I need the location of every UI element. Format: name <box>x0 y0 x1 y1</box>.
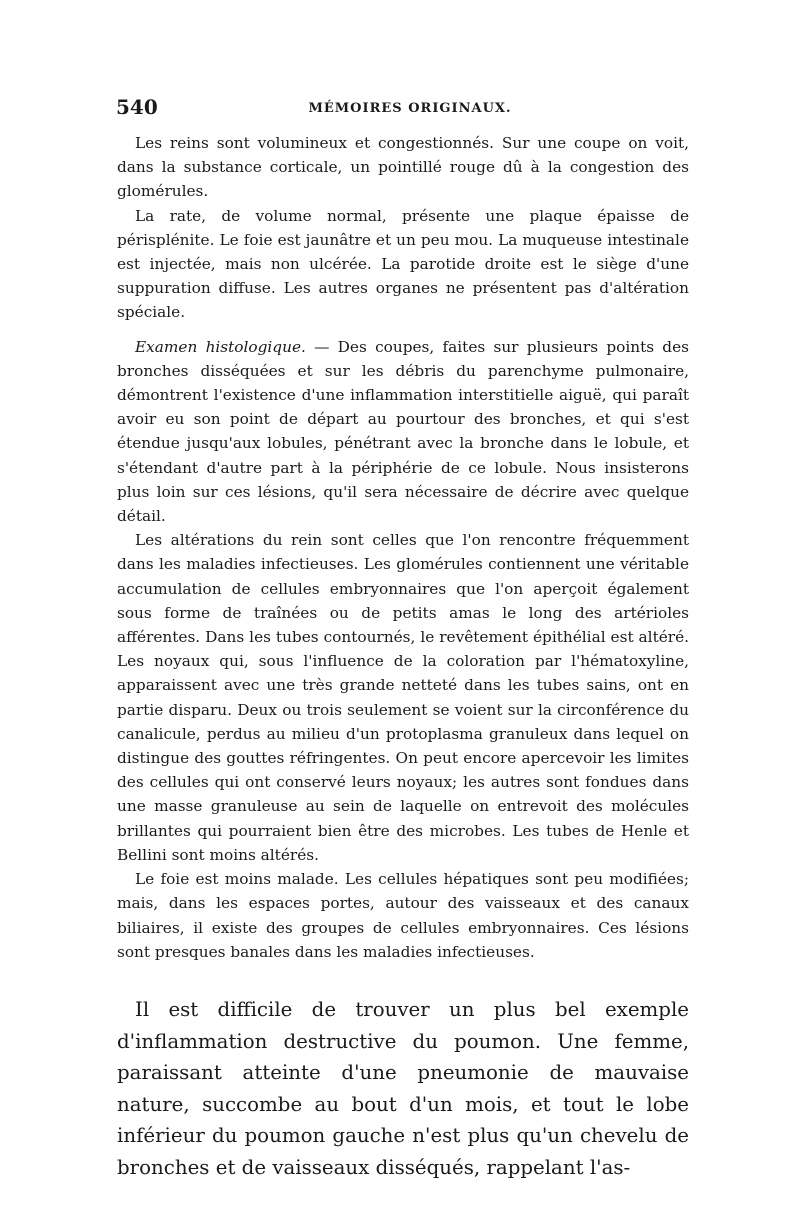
paragraph-destructive-inflammation: Il est difficile de trouver un plus bel exemple d'inflammation destructive du poumon. Une femme, paraissant atteinte d'une pneumonie de mauvaise nature, succombe au bout d'un mois, et tout le lobe inférieur du poumon gauche n'est plus qu'un chevelu de bronches et de vaisseaux disséqués, rappelant l'as- <box>117 998 689 1179</box>
paragraph-spleen-liver: La rate, de volume normal, présente une plaque épaisse de périsplénite. Le foie est jaunâtre et un peu mou. La muqueuse intestinale est injectée, mais non ulcérée. La parotide droite est le siège d'une suppuration diffuse. Les autres organes ne présentent pas d'altération spéciale. <box>117 206 689 322</box>
paragraph-histology <box>117 335 689 529</box>
running-title: MÉMOIRES ORIGINAUX. <box>308 101 512 116</box>
paragraph-kidney-lesions: Les altérations du rein sont celles que l'on rencontre fréquemment dans les maladies infectieuses. Les glomérules contiennent une véritable accumulation de cellules embryonnaires que l'on aperçoit également sous forme de traînées ou de petits amas le long des artérioles afférentes. Dans les tubes contournés, le revêtement épithélial est altéré. Les noyaux qui, sous l'influence de la coloration par l'hématoxyline, apparaissent avec une très grande netteté dans les tubes sains, ont en partie disparu. Deux ou trois seulement se voient sur la circonférence du canalicule, perdus au milieu d'un protoplasma granuleux dans lequel on distingue des gouttes réfringentes. On peut encore apercevoir les limites des cellules qui ont conservé leurs noyaux; les autres sont fondues dans une masse granuleuse au sein de laquelle on entrevoit des molécules brillantes qui pourraient bien être des microbes. Les tubes de Henle et Bellini sont moins altérés. <box>117 531 689 864</box>
paragraph-kidneys: Les reins sont volumineux et congestionnés. Sur une coupe on voit, dans la substance corticale, un pointillé rouge dû à la congestion des glomérules. <box>117 134 689 201</box>
histology-text: — Des coupes, faites sur plusieurs points des bronches disséquées et sur les débris du parenchyme pulmonaire, démontrent l'existence d'une inflammation interstitielle aiguë, qui paraît avoir eu son point de départ au pourtour des bronches, et qui s'est étendue jusqu'aux lobules, pénétrant avec la bronche dans le lobule, et s'étendant d'autre part à la périphérie de ce lobule. Nous insisterons plus loin sur ces lésions, qu'il sera nécessaire de décrire avec quelque détail. <box>117 337 690 526</box>
paragraph-liver-lesions: Le foie est moins malade. Les cellules hépatiques sont peu modifiées; mais, dans les espaces portes, autour des vaisseaux et des canaux biliaires, il existe des groupes de cellules embryonnaires. Ces lésions sont presques banales dans les maladies infectieuses. <box>117 870 689 961</box>
histology-heading: Examen histologique. <box>135 337 306 356</box>
main-text <box>117 994 689 1183</box>
autopsy-text <box>117 131 689 964</box>
page-number: 540 <box>116 95 158 119</box>
